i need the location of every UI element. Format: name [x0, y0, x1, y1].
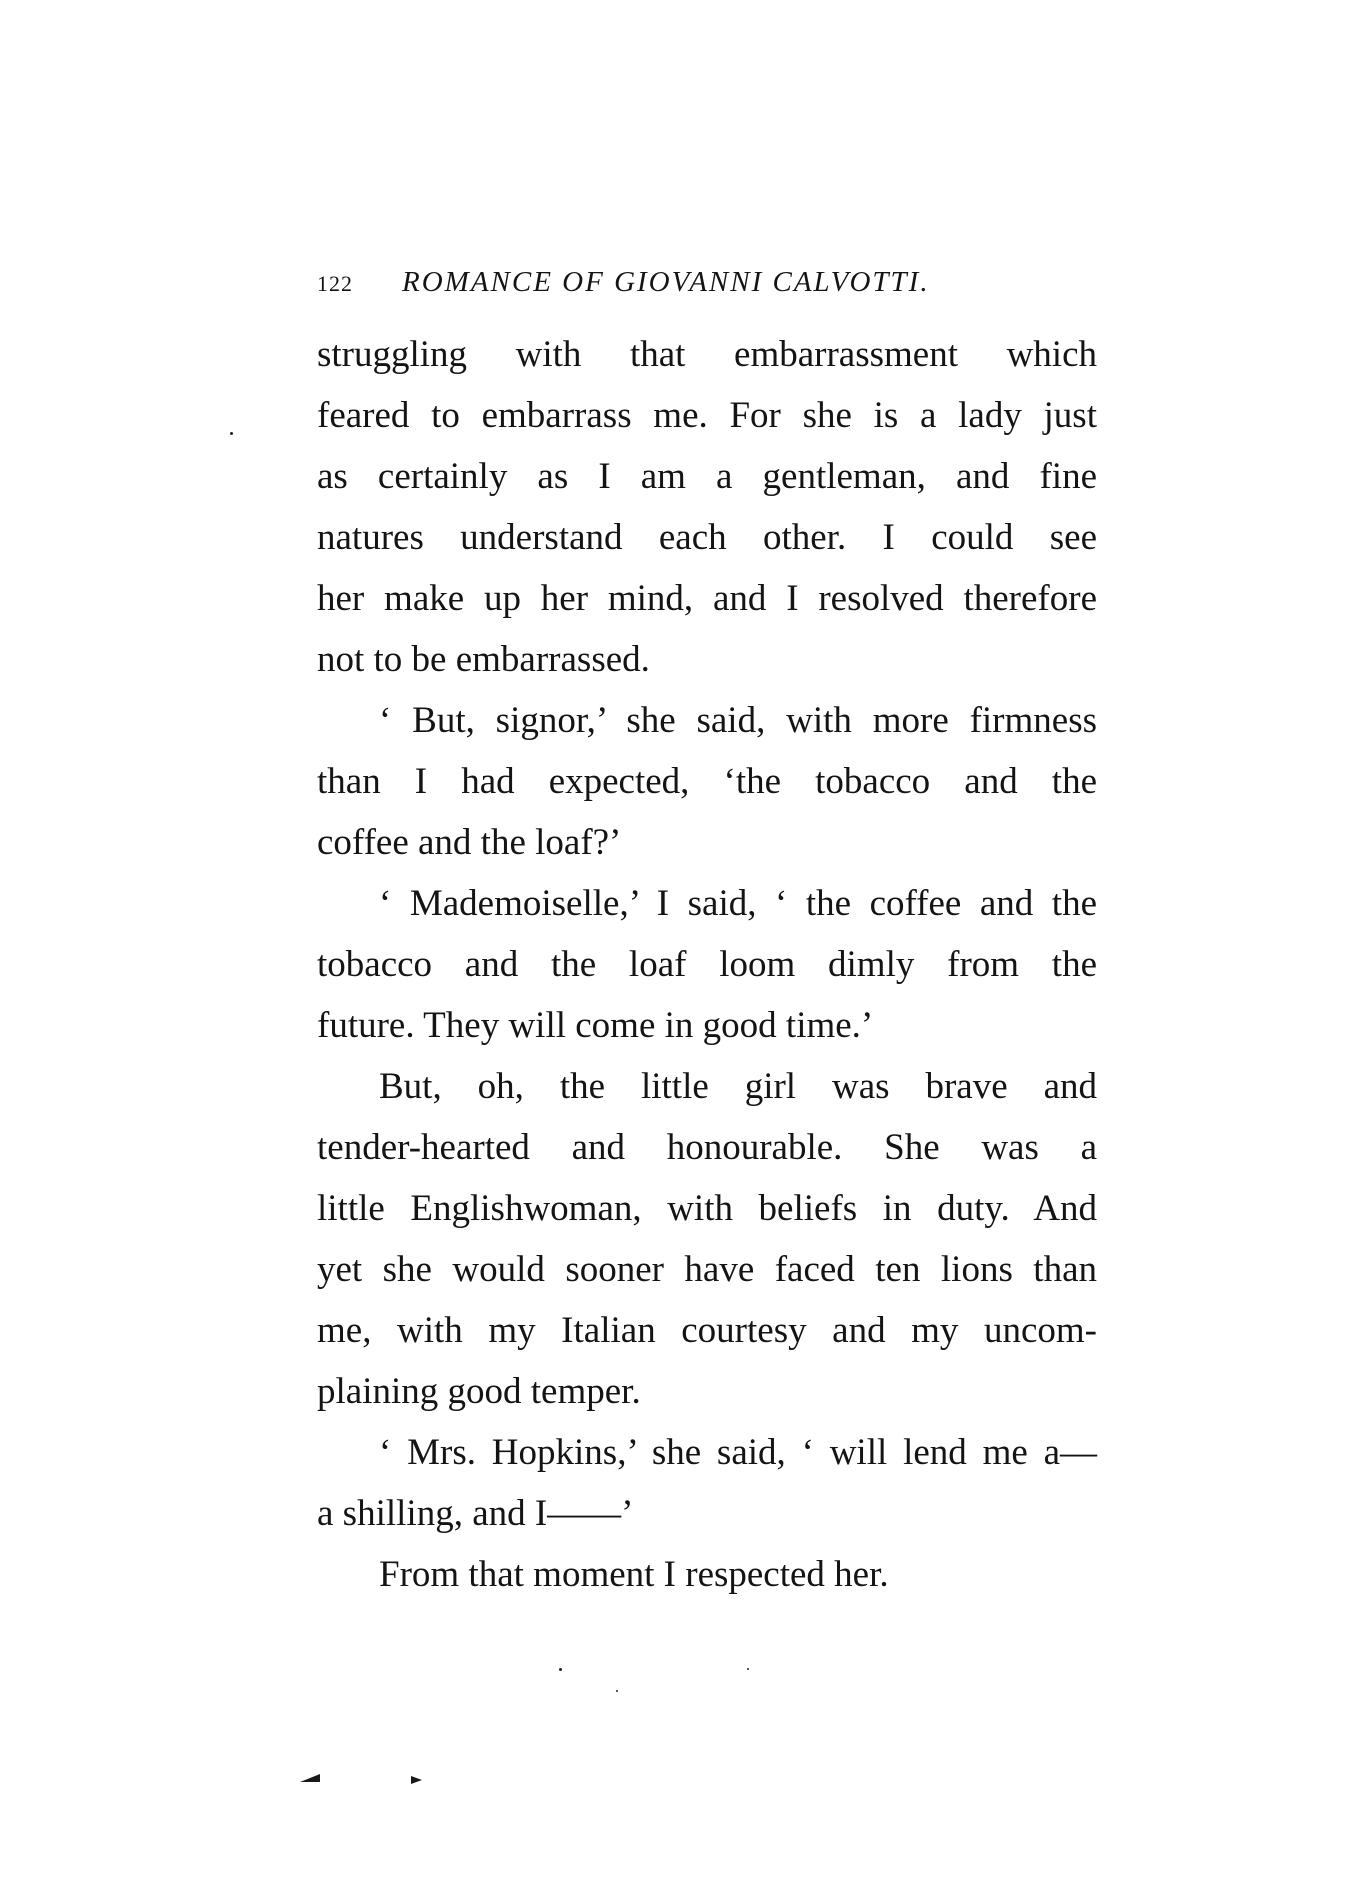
running-header: [317, 262, 1097, 302]
ink-speck: [559, 1668, 562, 1671]
text-line: plaining good temper.: [317, 1371, 641, 1412]
text-line: yet she would sooner have faced ten lions than: [317, 1249, 1097, 1290]
body-text: [317, 324, 1097, 1605]
ink-mark: [411, 1776, 422, 1784]
text-line: not to be embarrassed.: [317, 639, 650, 680]
text-line: ‘ Mademoiselle,’ I said, ‘ the coffee and the: [379, 883, 1097, 924]
text-line: tender-hearted and honourable. She was a: [317, 1127, 1097, 1168]
ink-speck: [747, 1668, 749, 1670]
text-line: ‘ But, signor,’ she said, with more firmness: [379, 700, 1097, 741]
text-line: struggling with that embarrassment which: [317, 334, 1097, 375]
text-line: But, oh, the little girl was brave and: [379, 1066, 1097, 1107]
text-line: her make up her mind, and I resolved therefore: [317, 578, 1097, 619]
text-line: tobacco and the loaf loom dimly from the: [317, 944, 1097, 985]
text-line: coffee and the loaf?’: [317, 822, 622, 863]
ink-speck: [230, 432, 233, 435]
text-line: future. They will come in good time.’: [317, 1005, 874, 1046]
text-line: a shilling, and I——’: [317, 1493, 634, 1534]
text-line: as certainly as I am a gentleman, and fine: [317, 456, 1097, 497]
text-line: feared to embarrass me. For she is a lady just: [317, 395, 1097, 436]
text-line: From that moment I respected her.: [379, 1554, 889, 1595]
running-title: ROMANCE OF GIOVANNI CALVOTTI.: [402, 266, 930, 298]
text-line: ‘ Mrs. Hopkins,’ she said, ‘ will lend me a—: [379, 1432, 1097, 1473]
ink-mark: [300, 1774, 320, 1782]
text-line: little Englishwoman, with beliefs in duty. And: [317, 1188, 1097, 1229]
text-line: than I had expected, ‘the tobacco and the: [317, 761, 1097, 802]
page-number: 122: [317, 271, 353, 296]
text-line: me, with my Italian courtesy and my uncom-: [317, 1310, 1097, 1351]
ink-speck: [616, 1690, 618, 1692]
text-line: natures understand each other. I could see: [317, 517, 1097, 558]
